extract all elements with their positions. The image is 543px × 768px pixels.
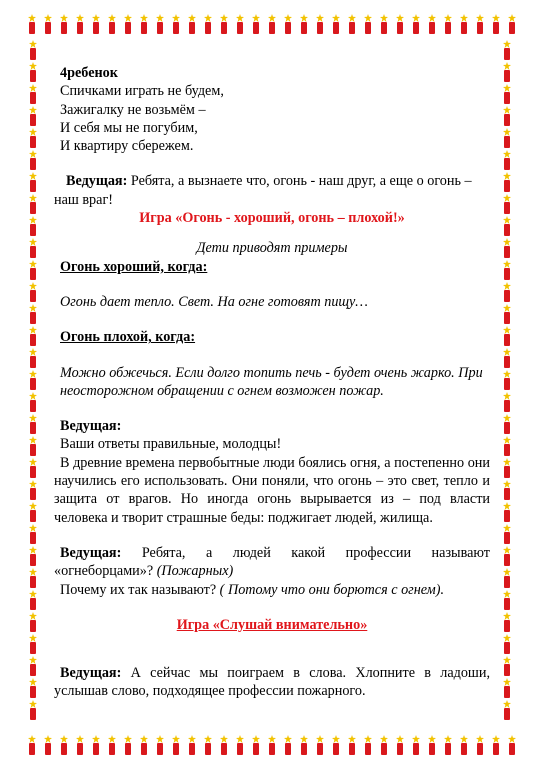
host-profession-answer: (Пожарных) [156, 563, 234, 580]
candle-icon [502, 568, 512, 588]
candle-icon [28, 216, 38, 236]
host-intro-text: Ребята, а вызнаете что, огонь - наш друг, а еще о огонь – наш враг! [54, 173, 472, 208]
candle-icon [502, 590, 512, 610]
candle-icon [28, 348, 38, 368]
candle-icon [502, 480, 512, 500]
candle-icon [491, 735, 501, 755]
candle-icon [28, 326, 38, 346]
candle-icon [459, 14, 469, 34]
poem-line: И квартиру сбережем. [60, 138, 194, 155]
candle-icon [28, 502, 38, 522]
candle-icon [315, 14, 325, 34]
border-right [502, 40, 516, 720]
good-fire-text: Огонь дает тепло. Свет. На огне готовят пищу… [60, 293, 368, 310]
candle-icon [443, 735, 453, 755]
candle-icon [28, 40, 38, 60]
candle-icon [502, 304, 512, 324]
page-content [54, 64, 490, 701]
candle-icon [502, 678, 512, 698]
candle-icon [299, 735, 309, 755]
candle-icon [27, 735, 37, 755]
candle-icon [43, 735, 53, 755]
border-top [27, 14, 517, 36]
candle-icon [475, 14, 485, 34]
candle-icon [28, 568, 38, 588]
candle-icon [27, 14, 37, 34]
candle-icon [171, 735, 181, 755]
candle-icon [395, 735, 405, 755]
candle-icon [502, 282, 512, 302]
candle-icon [28, 106, 38, 126]
candle-icon [219, 735, 229, 755]
candle-icon [28, 260, 38, 280]
candle-icon [331, 735, 341, 755]
candle-icon [28, 634, 38, 654]
candle-icon [379, 14, 389, 34]
host-label: Ведущая: [60, 544, 122, 561]
candle-icon [267, 735, 277, 755]
examples-note: Дети приводят примеры [196, 240, 348, 257]
candle-icon [251, 14, 261, 34]
poem-line: Зажигалку не возьмём – [60, 101, 206, 118]
candle-icon [155, 735, 165, 755]
candle-icon [502, 150, 512, 170]
candle-icon [443, 14, 453, 34]
candle-icon [59, 735, 69, 755]
candle-icon [203, 14, 213, 34]
candle-icon [502, 392, 512, 412]
candle-icon [139, 735, 149, 755]
candle-icon [123, 14, 133, 34]
candle-icon [28, 84, 38, 104]
host-label: Ведущая: [66, 173, 128, 190]
question-answer: ( Потому что они борются с огнем). [219, 581, 445, 598]
candle-icon [283, 14, 293, 34]
game1-title: Игра «Огонь - хороший, огонь – плохой!» [139, 210, 405, 227]
candle-icon [28, 238, 38, 258]
candle-icon [502, 414, 512, 434]
candle-icon [28, 546, 38, 566]
candle-icon [502, 40, 512, 60]
poem-line: И себя мы не погубим, [60, 119, 198, 136]
host-game-text: А сейчас мы поиграем в слова. Хлопните в ладоши, услышав слово, подходящее профессии пожарного. [54, 665, 490, 700]
candle-icon [502, 546, 512, 566]
candle-icon [507, 735, 517, 755]
candle-icon [28, 678, 38, 698]
candle-icon [395, 14, 405, 34]
game2-title: Игра «Слушай внимательно» [176, 616, 368, 633]
candle-icon [502, 106, 512, 126]
candle-icon [91, 14, 101, 34]
candle-icon [347, 14, 357, 34]
candle-icon [171, 14, 181, 34]
candle-icon [28, 436, 38, 456]
candle-icon [28, 62, 38, 82]
candle-icon [43, 14, 53, 34]
candle-icon [502, 524, 512, 544]
candle-icon [28, 590, 38, 610]
candle-icon [235, 735, 245, 755]
host-game-paragraph [54, 664, 490, 701]
poem-line: Спичками играть не будем, [60, 83, 224, 100]
candle-icon [502, 62, 512, 82]
candle-icon [502, 128, 512, 148]
candle-icon [91, 735, 101, 755]
candle-icon [502, 84, 512, 104]
candle-icon [107, 735, 117, 755]
candle-icon [299, 14, 309, 34]
poem-heading: 4ребенок [60, 65, 118, 81]
candle-icon [502, 172, 512, 192]
border-bottom [27, 735, 517, 757]
candle-icon [411, 735, 421, 755]
candle-icon [411, 14, 421, 34]
candle-icon [123, 735, 133, 755]
candle-icon [107, 14, 117, 34]
candle-icon [491, 14, 501, 34]
candle-icon [315, 735, 325, 755]
candle-icon [363, 735, 373, 755]
candle-icon [502, 370, 512, 390]
candle-icon [475, 735, 485, 755]
candle-icon [28, 700, 38, 720]
candle-icon [28, 282, 38, 302]
candle-icon [251, 735, 261, 755]
candle-icon [459, 735, 469, 755]
candle-icon [502, 700, 512, 720]
candle-icon [28, 194, 38, 214]
candle-icon [283, 735, 293, 755]
candle-icon [502, 348, 512, 368]
candle-icon [28, 128, 38, 148]
candle-icon [502, 634, 512, 654]
candle-icon [502, 436, 512, 456]
candle-icon [502, 612, 512, 632]
candle-icon [28, 480, 38, 500]
candle-icon [28, 304, 38, 324]
candle-icon [502, 238, 512, 258]
candle-icon [28, 150, 38, 170]
candle-icon [203, 735, 213, 755]
candle-icon [507, 14, 517, 34]
candle-icon [427, 735, 437, 755]
candle-icon [28, 172, 38, 192]
host-answers-line: Ваши ответы правильные, молодцы! [60, 436, 282, 453]
host-intro-paragraph [54, 172, 490, 209]
candle-icon [139, 14, 149, 34]
host-answers-paragraph: В древние времена первобытные люди боялись огня, а постепенно они научились его использовать. Они поняли, что огонь – это свет, тепло и защита от врагов. Но иногда огонь вырывается из – под власти человека и творит страшные беды: поджигает людей, жилища. [54, 454, 490, 526]
candle-icon [75, 14, 85, 34]
candle-icon [363, 14, 373, 34]
candle-icon [187, 735, 197, 755]
candle-icon [28, 458, 38, 478]
candle-icon [187, 14, 197, 34]
question-text: Почему их так называют? [60, 581, 220, 598]
candle-icon [502, 194, 512, 214]
candle-icon [59, 14, 69, 34]
candle-icon [75, 735, 85, 755]
host-profession-text: Ребята, а людей какой профессии называют «огнеборцами»? [54, 544, 490, 580]
candle-icon [502, 502, 512, 522]
bad-fire-text: Можно обжечься. Если долго топить печь - будет очень жарко. При неосторожном обращении с огнем возможен пожар. [60, 364, 483, 399]
candle-icon [347, 735, 357, 755]
candle-icon [502, 260, 512, 280]
candle-icon [331, 14, 341, 34]
candle-icon [28, 612, 38, 632]
candle-icon [267, 14, 277, 34]
candle-icon [502, 216, 512, 236]
candle-icon [379, 735, 389, 755]
candle-icon [28, 656, 38, 676]
host-label: Ведущая: [60, 665, 122, 682]
candle-icon [502, 458, 512, 478]
candle-icon [28, 392, 38, 412]
host-label: Ведущая: [60, 418, 122, 435]
good-fire-heading: Огонь хороший, когда: [60, 258, 208, 275]
candle-icon [427, 14, 437, 34]
candle-icon [155, 14, 165, 34]
candle-icon [28, 524, 38, 544]
host-profession-question [54, 581, 490, 599]
bad-fire-heading: Огонь плохой, когда: [60, 329, 196, 346]
host-profession-paragraph [54, 544, 490, 581]
border-left [28, 40, 42, 720]
candle-icon [28, 414, 38, 434]
candle-icon [502, 326, 512, 346]
candle-icon [219, 14, 229, 34]
candle-icon [235, 14, 245, 34]
candle-icon [502, 656, 512, 676]
candle-icon [28, 370, 38, 390]
